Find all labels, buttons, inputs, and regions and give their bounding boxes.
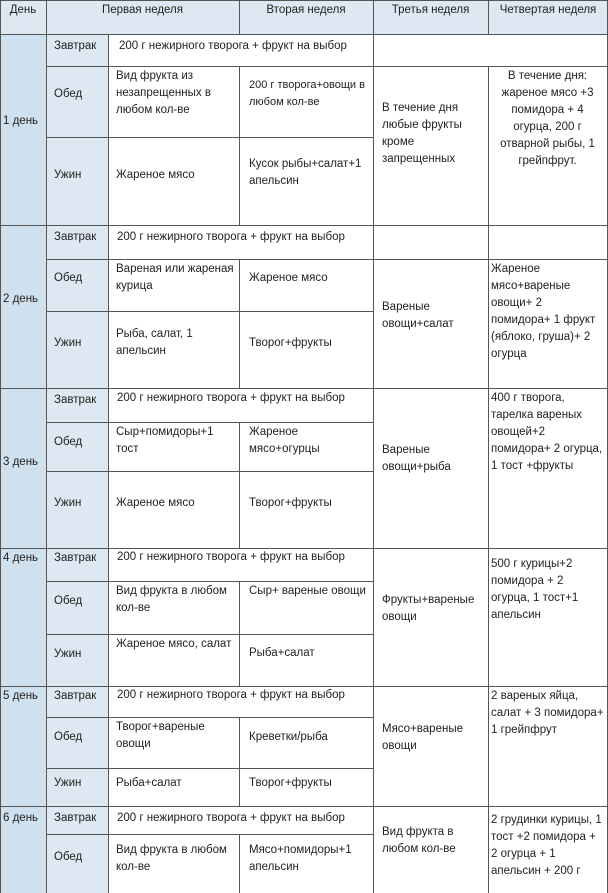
day-2-breakfast <box>108 225 373 259</box>
header-day-text: День <box>9 4 37 16</box>
dinner-text: Ужин <box>54 648 82 660</box>
grid-line <box>46 311 373 312</box>
day-3-dinner-week1 <box>108 471 239 548</box>
menu-text: Вид фрукта из незапрещенных в любом кол-ве <box>116 70 211 116</box>
day-1-lunch-week2 <box>239 66 373 137</box>
day-4-week4 <box>488 548 608 686</box>
day-1-dinner-week2 <box>239 137 373 225</box>
header-week3-text: Третья неделя <box>391 4 470 16</box>
day-4-breakfast <box>108 548 373 581</box>
day-5-text: 5 день <box>3 690 39 702</box>
menu-text: Жареное мясо <box>116 497 195 509</box>
header-week4 <box>488 0 608 34</box>
grid-line <box>0 548 608 549</box>
day-1-dinner-week1 <box>108 137 239 225</box>
lunch-text: Обед <box>54 272 83 284</box>
day-2-dinner-week1 <box>108 311 239 388</box>
menu-text: Вареная или жареная курица <box>116 263 234 292</box>
day-3-lunch-week1 <box>108 422 239 471</box>
menu-text: Жареное мясо, салат <box>116 638 232 650</box>
day-3-dinner-label <box>46 471 108 548</box>
breakfast-menu-text: 200 г нежирного творога + фрукт на выбор <box>117 551 345 563</box>
day-2-breakfast-label <box>46 225 108 259</box>
day-2-dinner-week2 <box>239 311 373 388</box>
day-4-lunch-week1 <box>108 581 239 634</box>
day-2-lunch-week2 <box>239 259 373 311</box>
breakfast-text: Завтрак <box>54 812 97 824</box>
day-3-lunch-week2 <box>239 422 373 471</box>
lunch-text: Обед <box>54 851 83 863</box>
menu-text: Рыба+салат <box>116 777 182 789</box>
grid-line <box>46 834 373 835</box>
day-6-lunch-week1 <box>108 834 239 893</box>
grid-line <box>46 717 373 718</box>
menu-text: Вид фрукта в любом кол-ве <box>382 826 456 855</box>
menu-text: Сыр+ вареные овощи <box>249 585 366 597</box>
day-3-text: 3 день <box>3 456 39 468</box>
day-4-text: 4 день <box>3 552 39 564</box>
breakfast-menu-text: 200 г нежирного творога + фрукт на выбор <box>119 40 347 52</box>
day-1-breakfast <box>108 34 373 66</box>
day-5-week3 <box>373 686 488 806</box>
grid-line <box>46 137 373 138</box>
grid-line <box>0 686 608 687</box>
day-5-breakfast <box>108 686 373 717</box>
grid-line <box>488 0 489 34</box>
day-2-lunch-label <box>46 259 108 311</box>
day-3-label <box>0 388 46 548</box>
day-2-label <box>0 225 46 388</box>
menu-text: 2 вареных яйца, салат + 3 помидора+ 1 грейпфрут <box>491 690 604 736</box>
grid-line <box>46 471 373 472</box>
menu-text: Вид фрукта в любом кол-ве <box>116 585 227 614</box>
day-5-lunch-week2 <box>239 717 373 768</box>
grid-line <box>46 422 373 423</box>
menu-text: Рыба, салат, 1 апельсин <box>116 328 193 357</box>
grid-line <box>239 581 240 686</box>
header-week3 <box>373 0 488 34</box>
day-4-dinner-week2 <box>239 634 373 686</box>
day-1-lunch-label <box>46 66 108 137</box>
menu-text: 200 г творога+овощи в любом кол-ве <box>249 79 365 108</box>
menu-text: Творог+фрукты <box>249 497 332 509</box>
grid-line <box>373 0 374 893</box>
grid-line <box>46 768 373 769</box>
grid-line <box>0 0 608 1</box>
header-week2 <box>239 0 373 34</box>
breakfast-text: Завтрак <box>54 231 97 243</box>
day-2-text: 2 день <box>3 293 39 305</box>
menu-text: Жареное мясо+вареные овощи+ 2 помидора+ 1 фрукт (яблоко, груша)+ 2 огурца <box>491 263 596 360</box>
breakfast-menu-text: 200 г нежирного творога + фрукт на выбор <box>117 231 345 243</box>
day-4-label <box>0 548 46 686</box>
day-6-lunch-label <box>46 834 108 893</box>
lunch-text: Обед <box>54 595 83 607</box>
day-3-week4 <box>488 388 608 548</box>
header-week1 <box>46 0 239 34</box>
menu-text: Кусок рыбы+салат+1 апельсин <box>249 158 362 187</box>
day-1-week4 <box>488 66 608 225</box>
grid-line <box>0 388 608 389</box>
grid-line <box>239 717 240 806</box>
lunch-text: Обед <box>54 436 83 448</box>
menu-text: Вареные овощи+рыба <box>382 444 451 473</box>
menu-text: В течение дня любые фрукты кроме запрещенных <box>382 102 462 165</box>
day-5-week4 <box>488 686 608 806</box>
breakfast-menu-text: 200 г нежирного творога + фрукт на выбор <box>117 689 345 701</box>
menu-text: Творог+фрукты <box>249 337 332 349</box>
day-4-lunch-week2 <box>239 581 373 634</box>
day-3-breakfast <box>108 388 373 422</box>
menu-text: 2 грудинки курицы, 1 тост +2 помидора + 2 огурца + 1 апельсин + 200 г <box>491 814 602 877</box>
day-4-dinner-week1 <box>108 634 239 686</box>
breakfast-text: Завтрак <box>54 394 97 406</box>
day-4-breakfast-label <box>46 548 108 581</box>
day-1-breakfast-label <box>46 34 108 66</box>
breakfast-text: Завтрак <box>54 552 97 564</box>
lunch-text: Обед <box>54 88 83 100</box>
day-3-dinner-week2 <box>239 471 373 548</box>
breakfast-text: Завтрак <box>54 40 97 52</box>
header-week2-text: Вторая неделя <box>266 4 346 16</box>
day-4-lunch-label <box>46 581 108 634</box>
grid-line <box>0 806 608 807</box>
grid-line <box>108 34 109 893</box>
grid-line <box>239 834 240 893</box>
menu-text: Жареное мясо+огурцы <box>249 426 320 455</box>
day-5-dinner-week2 <box>239 768 373 806</box>
grid-line <box>0 0 1 893</box>
day-3-lunch-label <box>46 422 108 471</box>
menu-text: 500 г курицы+2 помидора + 2 огурца, 1 тост+1 апельсин <box>491 558 579 621</box>
day-6-week4 <box>488 806 608 893</box>
menu-text: Рыба+салат <box>249 647 315 659</box>
header-day <box>0 0 46 34</box>
day-3-breakfast-label <box>46 388 108 422</box>
day-5-dinner-label <box>46 768 108 806</box>
day-5-breakfast-label <box>46 686 108 717</box>
menu-text: Фрукты+вареные овощи <box>382 594 475 623</box>
grid-line <box>239 66 240 225</box>
header-week4-text: Четвертая неделя <box>499 4 597 16</box>
day-6-label <box>0 806 46 893</box>
menu-text: Творог+фрукты <box>249 777 332 789</box>
day-6-breakfast-label <box>46 806 108 834</box>
day-6-week3 <box>373 806 488 893</box>
menu-text: 400 г творога, тарелка вареных овощей+2 помидора+ 2 огурца, 1 тост +фрукты <box>491 392 603 472</box>
grid-line <box>488 66 489 893</box>
day-6-text: 6 день <box>3 812 39 824</box>
dinner-text: Ужин <box>54 169 82 181</box>
breakfast-menu-text: 200 г нежирного творога + фрукт на выбор <box>117 812 345 824</box>
grid-line <box>239 0 240 34</box>
day-3-week3 <box>373 388 488 548</box>
grid-line <box>0 34 608 35</box>
menu-text: Креветки/рыба <box>249 731 328 743</box>
day-6-lunch-week2 <box>239 834 373 893</box>
day-5-lunch-week1 <box>108 717 239 768</box>
day-5-label <box>0 686 46 806</box>
grid-line <box>0 225 608 226</box>
grid-line <box>239 259 240 388</box>
day-5-lunch-label <box>46 717 108 768</box>
day-4-week3 <box>373 548 488 686</box>
breakfast-menu-text: 200 г нежирного творога + фрукт на выбор <box>117 392 345 404</box>
day-1-text: 1 день <box>3 115 39 127</box>
day-1-lunch-week1 <box>108 66 239 137</box>
header-week1-text: Первая неделя <box>101 4 183 16</box>
day-1-dinner-label <box>46 137 108 225</box>
dinner-text: Ужин <box>54 337 82 349</box>
day-5-dinner-week1 <box>108 768 239 806</box>
day-1-label <box>0 34 46 225</box>
menu-text: Жареное мясо <box>116 169 195 181</box>
dinner-text: Ужин <box>54 497 82 509</box>
day-6-breakfast <box>108 806 373 834</box>
grid-line <box>46 581 373 582</box>
grid-line <box>46 259 608 260</box>
menu-text: Сыр+помидоры+1 тост <box>116 426 214 455</box>
day-2-lunch-week1 <box>108 259 239 311</box>
day-1-week3 <box>373 66 488 225</box>
menu-text: Вид фрукта в любом кол-ве <box>116 844 227 873</box>
menu-text: Вареные овощи+салат <box>382 301 454 330</box>
day-4-dinner-label <box>46 634 108 686</box>
menu-text: Мясо+вареные овощи <box>382 723 463 752</box>
breakfast-text: Завтрак <box>54 690 97 702</box>
grid-line <box>46 66 608 67</box>
lunch-text: Обед <box>54 731 83 743</box>
menu-text: Жареное мясо <box>249 272 328 284</box>
day-2-week3 <box>373 259 488 388</box>
menu-text: Творог+вареные овощи <box>116 721 205 750</box>
grid-line <box>239 422 240 548</box>
day-2-dinner-label <box>46 311 108 388</box>
grid-line <box>46 634 373 635</box>
dinner-text: Ужин <box>54 777 82 789</box>
day-2-week4 <box>488 259 608 388</box>
menu-text: Мясо+помидоры+1 апельсин <box>249 844 352 873</box>
grid-line <box>46 0 47 893</box>
menu-text: В течение дня: жареное мясо +3 помидора + 4 огурца, 200 г отварной рыбы, 1 грейпфрут. <box>500 70 595 167</box>
